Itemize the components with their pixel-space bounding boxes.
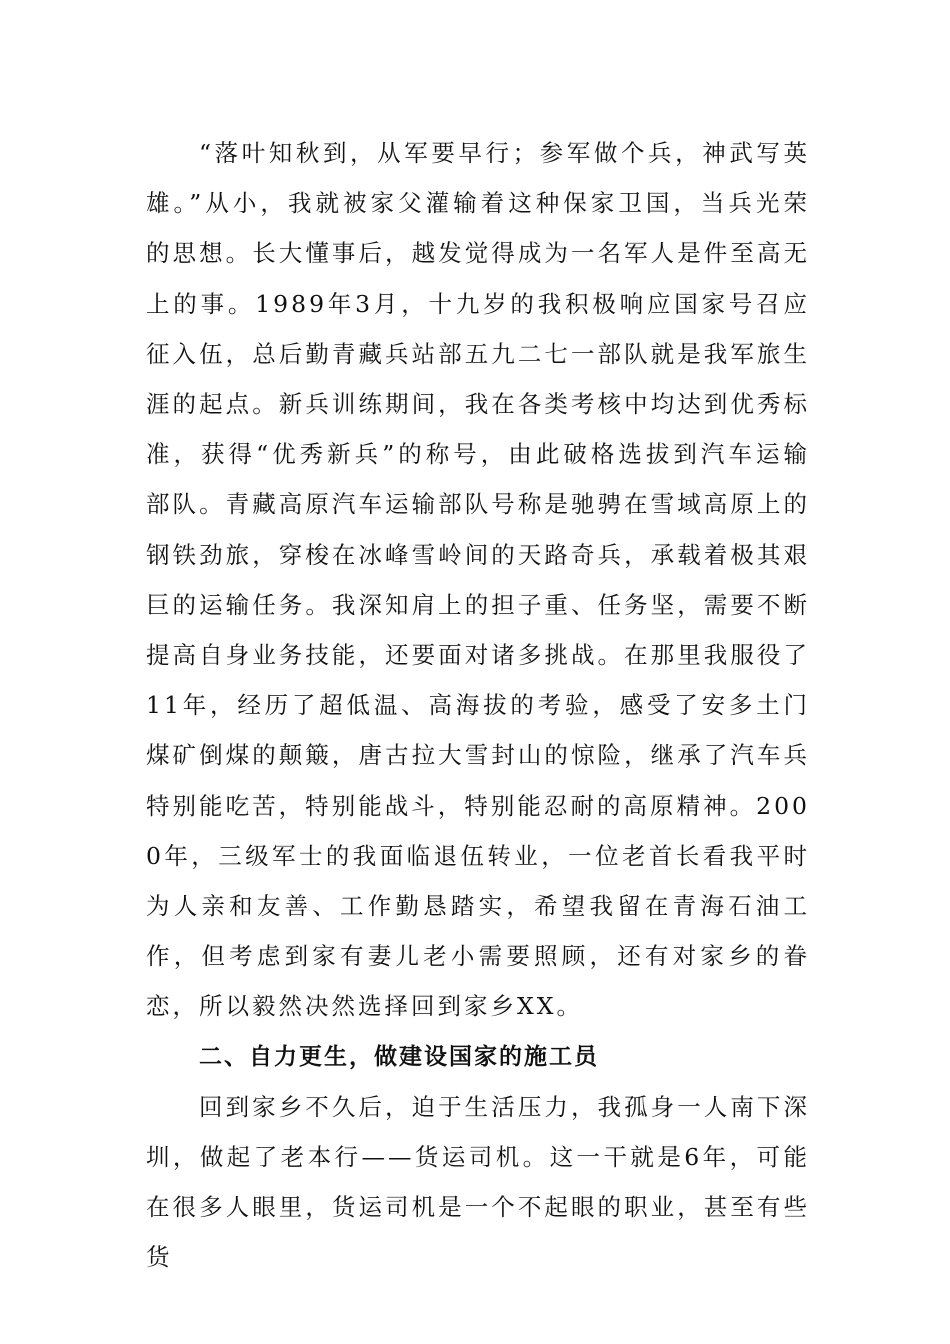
document-body	[146, 128, 810, 1283]
section-heading: 二、自力更生，做建设国家的施工员	[199, 1043, 599, 1070]
paragraph-military-service: “落叶知秋到，从军要早行；参军做个兵，神武写英雄。”从小，我就被家父灌输着这种保家卫国，当兵光荣的思想。长大懂事后，越发觉得成为一名军人是件至高无上的事。1989年3月，十九岁的我积极响应国家号召应征入伍，总后勤青藏兵站部五九二七一部队就是我军旅生涯的起点。新兵训练期间，我在各类考核中均达到优秀标准，获得“优秀新兵”的称号，由此破格选拔到汽车运输部队。青藏高原汽车运输部队号称是驰骋在雪域高原上的钢铁劲旅，穿梭在冰峰雪岭间的天路奇兵，承载着极其艰巨的运输任务。我深知肩上的担子重、任务坚，需要不断提高自身业务技能，还要面对诸多挑战。在那里我服役了11年，经历了超低温、高海拔的考验，感受了安多土门煤矿倒煤的颠簸，唐古拉大雪封山的惊险，继承了汽车兵特别能吃苦，特别能战斗，特别能忍耐的高原精神。2000年，三级军士的我面临退伍转业，一位老首长看我平时为人亲和友善、工作勤恳踏实，希望我留在青海石油工作，但考虑到家有妻儿老小需要照顾，还有对家乡的眷恋，所以毅然决然选择回到家乡XX。	[146, 139, 810, 1021]
paragraph-return-home: 回到家乡不久后，迫于生活压力，我孤身一人南下深圳，做起了老本行——货运司机。这一干就是6年，可能在很多人眼里，货运司机是一个不起眼的职业，甚至有些货	[146, 1092, 810, 1272]
